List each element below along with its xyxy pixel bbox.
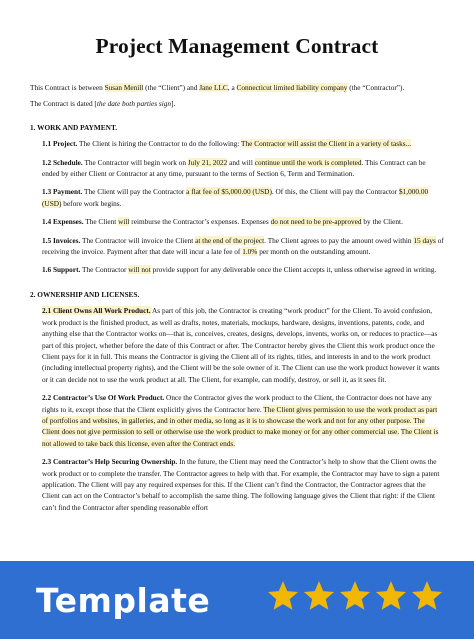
template-banner: [0, 561, 474, 639]
star-icon: [410, 579, 444, 613]
clause-invoices: 1.5 Invoices. The Contractor will invoice the Client at the end of the project. The Client agrees to pay the amount owed within 15 days of receiving the invoice. Payment after that date will incur a late fee of 1.0% per month on the outstanding amount.: [42, 235, 444, 257]
clause-schedule: 1.2 Schedule. The Contractor will begin work on July 21, 2022 and will continue until the work is completed. This Contract can be ended by either Client or Contractor at any time, pursuant to the terms of Section 6, Term and Termination.: [42, 157, 426, 179]
banner-label: Template: [36, 581, 211, 620]
clause-expenses: 1.4 Expenses. The Client will reimburse the Contractor’s expenses. Expenses do not need to be pre-approved by the Client.: [42, 217, 403, 227]
section-heading-work: 1. WORK AND PAYMENT.: [30, 122, 118, 132]
contractor-name: Jane LLC: [199, 83, 228, 92]
star-icon: [338, 579, 372, 613]
client-name: Susan Menill: [104, 83, 144, 92]
document-body: [30, 82, 444, 520]
clause-contractor-use: 2.2 Contractor’s Use Of Work Product. Once the Contractor gives the work product to the Client, the Contractor does not have any rights to it, except those that the Client explicitly gives the Contractor here. The Client gives permission to use the work product as part of portfolios and websites, in galleries, and in other media, so long as it is to showcase the work and not for any other purpose. The Client does not give permission to sell or otherwise use the work product to make money or for any other commercial use. The Client is not allowed to take back this license, even after the Contract ends.: [42, 393, 439, 448]
rating-stars: [266, 579, 444, 613]
star-icon: [374, 579, 408, 613]
clause-project: 1.1 Project. The Client is hiring the Contractor to do the following: The Contractor will assist the Client in a variety of tasks...: [42, 139, 412, 149]
clause-support: 1.6 Support. The Contractor will not provide support for any deliverable once the Client accepts it, unless otherwise agreed in writing.: [42, 265, 437, 275]
clause-payment: 1.3 Payment. The Client will pay the Contractor a flat fee of $5,000.00 (USD). Of this, the Client will pay the Contractor $1,000.00 (USD) before work begins.: [42, 187, 429, 208]
intro-date: The Contract is dated [the date both parties sign].: [30, 99, 176, 109]
clause-contractor-help: 2.3 Contractor’s Help Securing Ownership. In the future, the Client may need the Contractor’s help to show that the Client owns the work product or to complete the transfer. The Contractor agrees to help with that. For example, the Contractor may have to sign a patent application. The Client will pay any required expenses for this. If the Client can’t find the Contractor, the Contractor agrees that the Client can act on the Contractor’s behalf to accomplish the same thing. The following language gives the Client that right: if the Client can’t find the Contractor after spending reasonable effort: [42, 457, 440, 512]
intro-parties: This Contract is between Susan Menill (the “Client”) and Jane LLC, a Connecticut limited liability company (the “Contractor”).: [30, 83, 405, 92]
star-icon: [266, 579, 300, 613]
contractor-type: Connecticut limited liability company: [236, 83, 348, 92]
document-title: Project Management Contract: [95, 34, 379, 58]
date-placeholder: the date both parties sign: [96, 99, 172, 109]
star-icon: [302, 579, 336, 613]
section-heading-ownership: 2. OWNERSHIP AND LICENSES.: [30, 289, 140, 299]
clause-client-owns: 2.1 Client Owns All Work Product. As part of this job, the Contractor is creating “work product” for the Client. To avoid confusion, work product is the finished product, as well as drafts, notes, materials, mockups, hardware, designs, inventions, patents, code, and anything else that the Contractor works on—that is, conceives, creates, designs, develops, invents, works on, or reduces to practice—as part of this project, whether before the date of this Contract or after. The Contractor hereby gives the Client this work product once the Client pays for it in full. This means the Contractor is giving the Client all of its rights, titles, and interests in and to the work product (including intellectual property rights), and the Client will be the sole owner of it. The Client can use the work product however it wants or it can decide not to use the work product at all. The Client, for example, can modify, destroy, or sell it, as it sees fit.: [42, 306, 440, 384]
